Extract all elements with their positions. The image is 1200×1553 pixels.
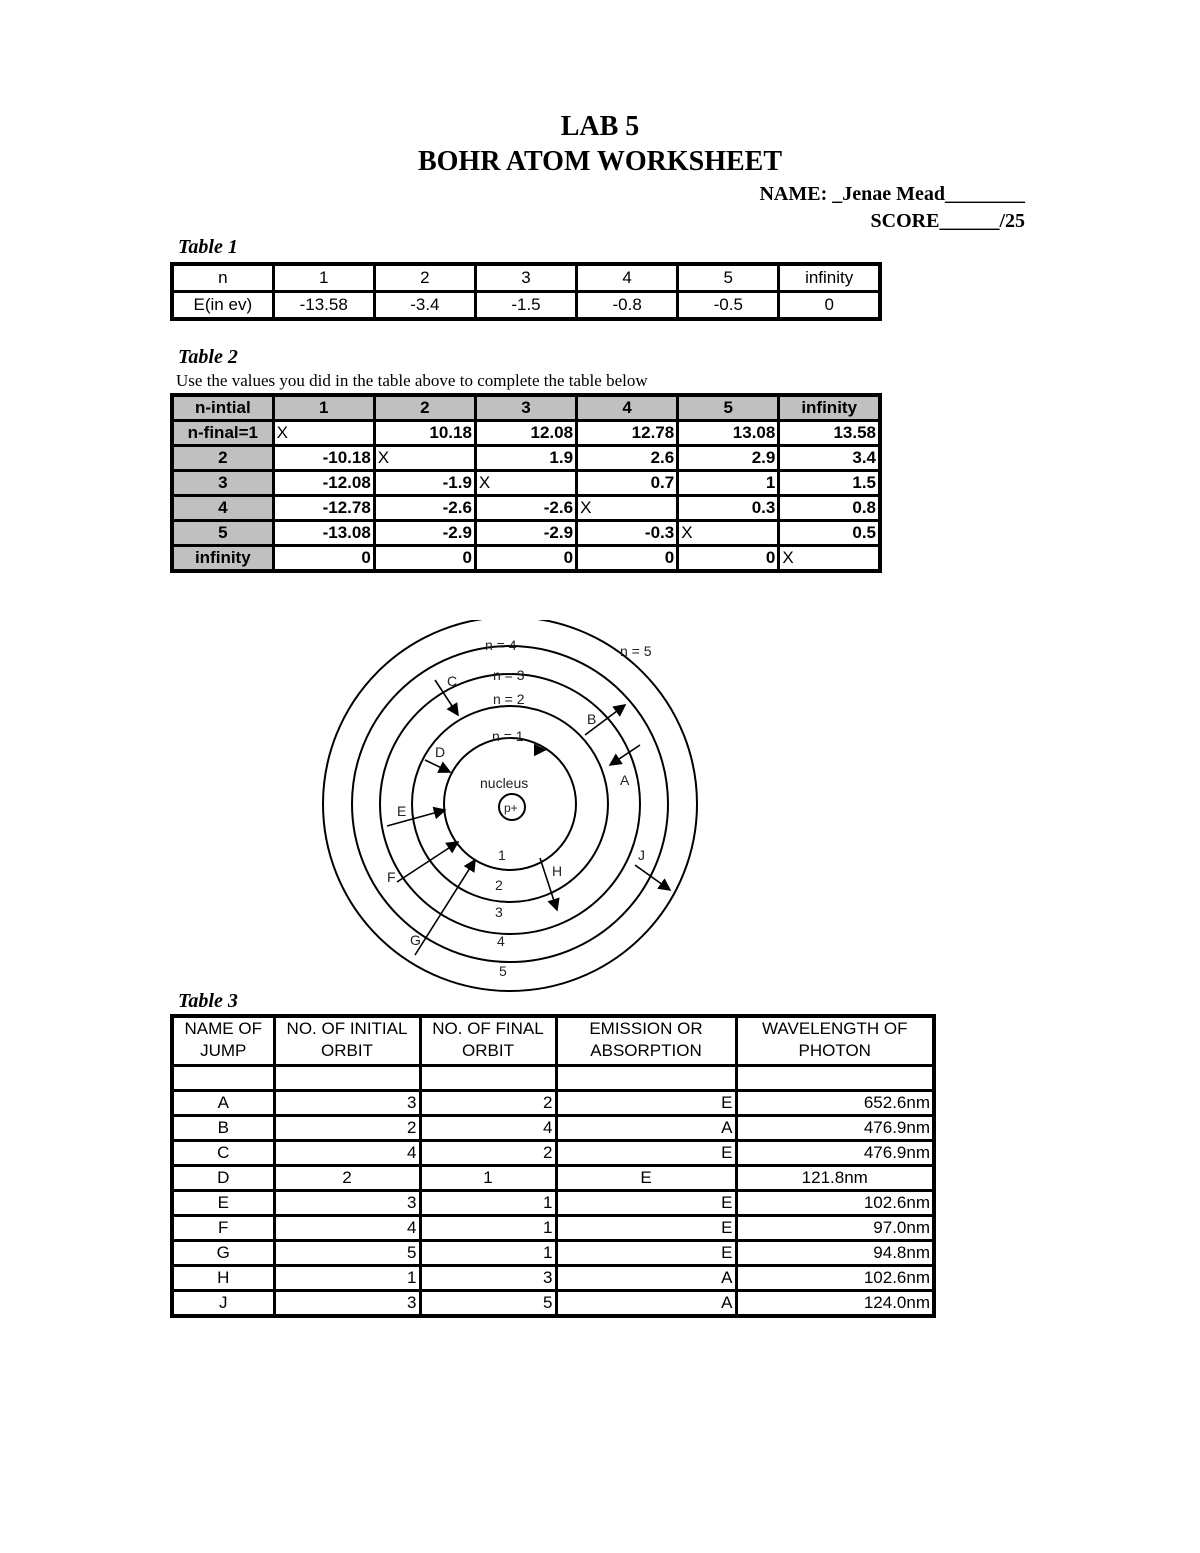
jump-label: J <box>638 847 645 863</box>
table-cell: 4 <box>577 264 678 292</box>
row-header-cell: 3 <box>172 471 273 496</box>
table-cell: G <box>172 1241 274 1266</box>
shell-label: n = 2 <box>493 691 525 707</box>
table-cell: 12.78 <box>577 421 678 446</box>
table-cell: 124.0nm <box>736 1291 934 1317</box>
table-cell: 10.18 <box>374 421 475 446</box>
table-cell: 0 <box>273 546 374 572</box>
table-cell: D <box>172 1166 274 1191</box>
table-cell: 1.5 <box>779 471 880 496</box>
table-cell: -0.5 <box>678 292 779 320</box>
jump-j-arrow <box>635 865 670 890</box>
table-cell: 0 <box>475 546 576 572</box>
table-cell: 5 <box>678 264 779 292</box>
header-cell: 1 <box>273 395 374 421</box>
ring-number: 4 <box>497 933 505 949</box>
shell-label: n = 4 <box>485 637 517 653</box>
table-cell: 476.9nm <box>736 1141 934 1166</box>
table-cell: 3 <box>274 1191 420 1216</box>
table-cell: E <box>556 1191 736 1216</box>
table-cell: 3 <box>420 1266 556 1291</box>
table-row <box>172 421 880 446</box>
table-cell: 3 <box>274 1091 420 1116</box>
table-cell: 1 <box>420 1191 556 1216</box>
table-cell <box>556 1066 736 1091</box>
table-cell: 1 <box>273 264 374 292</box>
table-cell: H <box>172 1266 274 1291</box>
table-row <box>172 471 880 496</box>
table-cell: 2 <box>420 1091 556 1116</box>
table-cell: 0.3 <box>678 496 779 521</box>
header-cell: infinity <box>779 395 880 421</box>
table-cell: 652.6nm <box>736 1091 934 1116</box>
table-row <box>172 264 880 292</box>
header-cell: NO. OF INITIAL ORBIT <box>274 1016 420 1066</box>
table-cell: 13.08 <box>678 421 779 446</box>
table-cell: 13.58 <box>779 421 880 446</box>
table-row <box>172 1216 934 1241</box>
table-cell: 2 <box>274 1166 420 1191</box>
table-cell: X <box>374 446 475 471</box>
table-cell <box>420 1066 556 1091</box>
table-row <box>172 1166 934 1191</box>
table-cell: 2.6 <box>577 446 678 471</box>
jump-label: F <box>387 869 396 885</box>
table-cell: infinity <box>779 264 880 292</box>
table-cell: E <box>172 1191 274 1216</box>
jump-e-arrow <box>387 810 445 826</box>
table-row <box>172 546 880 572</box>
table-cell: X <box>779 546 880 572</box>
table-cell: 3 <box>274 1291 420 1317</box>
table-header-row <box>172 395 880 421</box>
table-row <box>172 446 880 471</box>
table-cell: -12.78 <box>273 496 374 521</box>
header-cell: NO. OF FINAL ORBIT <box>420 1016 556 1066</box>
jump-d-arrow <box>425 760 450 772</box>
table-cell: A <box>172 1091 274 1116</box>
table-row <box>172 1241 934 1266</box>
header-cell: 4 <box>577 395 678 421</box>
nucleus-label: nucleus <box>480 775 529 791</box>
row-header-cell: infinity <box>172 546 273 572</box>
table-cell: -10.18 <box>273 446 374 471</box>
table-cell: 0.7 <box>577 471 678 496</box>
table-cell: 3.4 <box>779 446 880 471</box>
name-line: NAME: _Jenae Mead________ <box>759 183 1025 205</box>
table-cell: -12.08 <box>273 471 374 496</box>
transition-energy-table <box>170 393 882 573</box>
jump-f-arrow <box>397 842 458 882</box>
proton-label: p+ <box>504 801 518 815</box>
table-cell: E <box>556 1141 736 1166</box>
table-cell: -3.4 <box>374 292 475 320</box>
table-cell: 1 <box>274 1266 420 1291</box>
table-cell: 1 <box>678 471 779 496</box>
table-cell: 2 <box>420 1141 556 1166</box>
header-cell: NAME OF JUMP <box>172 1016 274 1066</box>
table-cell: 4 <box>274 1216 420 1241</box>
table-cell: -1.9 <box>374 471 475 496</box>
jump-label: E <box>397 803 407 819</box>
table-cell: X <box>475 471 576 496</box>
jump-label: H <box>552 863 563 879</box>
table-row <box>172 1191 934 1216</box>
table-cell: E <box>556 1166 736 1191</box>
table-header-row <box>172 1016 934 1066</box>
table-cell: X <box>678 521 779 546</box>
table-cell: -0.8 <box>577 292 678 320</box>
table-row <box>172 1141 934 1166</box>
ring-number: 3 <box>495 904 503 920</box>
worksheet-title: BOHR ATOM WORKSHEET <box>417 146 783 177</box>
table-cell: 476.9nm <box>736 1116 934 1141</box>
table-cell: -2.6 <box>374 496 475 521</box>
shell-label: n = 1 <box>492 728 524 744</box>
table-cell <box>172 1066 274 1091</box>
table2-caption: Table 2 <box>178 346 238 368</box>
table-cell: 4 <box>420 1116 556 1141</box>
table-row <box>172 1291 934 1317</box>
row-header-cell: 4 <box>172 496 273 521</box>
table-cell: A <box>556 1116 736 1141</box>
table-cell: 97.0nm <box>736 1216 934 1241</box>
table-cell: 0 <box>374 546 475 572</box>
table3-caption: Table 3 <box>178 990 238 1012</box>
table-cell <box>274 1066 420 1091</box>
jump-a-arrow <box>610 745 640 765</box>
jump-label: C <box>447 673 458 689</box>
bohr-atom-diagram <box>315 620 705 992</box>
table-cell: 3 <box>475 264 576 292</box>
table-cell: 102.6nm <box>736 1191 934 1216</box>
table-row-empty <box>172 1066 934 1091</box>
shell-label: n = 3 <box>493 667 525 683</box>
table-cell: E <box>556 1216 736 1241</box>
table-cell: 2 <box>274 1116 420 1141</box>
header-cell: WAVELENGTH OF PHOTON <box>736 1016 934 1066</box>
row-header-cell: 2 <box>172 446 273 471</box>
table-cell: B <box>172 1116 274 1141</box>
jump-label: G <box>410 932 421 948</box>
table-cell: 0.8 <box>779 496 880 521</box>
header-cell: 3 <box>475 395 576 421</box>
table-cell: 2 <box>374 264 475 292</box>
row-header-cell: 5 <box>172 521 273 546</box>
score-line: SCORE______/25 <box>870 210 1025 232</box>
table-row <box>172 1091 934 1116</box>
table-cell: C <box>172 1141 274 1166</box>
jump-label: B <box>587 711 597 727</box>
jump-label: D <box>435 744 446 760</box>
table-cell: 1 <box>420 1166 556 1191</box>
table-cell <box>736 1066 934 1091</box>
table-cell: X <box>273 421 374 446</box>
table-cell: 0 <box>678 546 779 572</box>
jump-label: A <box>620 772 630 788</box>
ring-number: 2 <box>495 877 503 893</box>
table-cell: -13.08 <box>273 521 374 546</box>
table-cell: 2.9 <box>678 446 779 471</box>
table-cell: 1.9 <box>475 446 576 471</box>
table-cell: -2.9 <box>475 521 576 546</box>
table-cell: 12.08 <box>475 421 576 446</box>
lab-number: LAB 5 <box>560 111 640 142</box>
table-cell: E(in ev) <box>172 292 273 320</box>
table-row <box>172 521 880 546</box>
table-row <box>172 496 880 521</box>
table-cell: J <box>172 1291 274 1317</box>
table-row <box>172 1116 934 1141</box>
table-cell: 94.8nm <box>736 1241 934 1266</box>
shell-label: n = 5 <box>620 643 652 659</box>
table-cell: 121.8nm <box>736 1166 934 1191</box>
energy-table <box>170 262 882 321</box>
ring-number: 5 <box>499 963 507 979</box>
jump-g-arrow <box>415 860 475 955</box>
table-cell: n <box>172 264 273 292</box>
table-row <box>172 1266 934 1291</box>
table1-caption: Table 1 <box>178 236 238 258</box>
table-cell: 1 <box>420 1216 556 1241</box>
table-cell: -13.58 <box>273 292 374 320</box>
table-cell: -0.3 <box>577 521 678 546</box>
table-cell: 0.5 <box>779 521 880 546</box>
table-cell: A <box>556 1291 736 1317</box>
header-cell: EMISSION OR ABSORPTION <box>556 1016 736 1066</box>
table-cell: -2.6 <box>475 496 576 521</box>
table-cell: 5 <box>274 1241 420 1266</box>
table-cell: 1 <box>420 1241 556 1266</box>
header-cell: n-intial <box>172 395 273 421</box>
ring-number: 1 <box>498 847 506 863</box>
table-cell: E <box>556 1091 736 1116</box>
jump-table <box>170 1014 936 1318</box>
table-cell: 0 <box>779 292 880 320</box>
table-cell: 102.6nm <box>736 1266 934 1291</box>
table-cell: 5 <box>420 1291 556 1317</box>
row-header-cell: n-final=1 <box>172 421 273 446</box>
table2-instruction: Use the values you did in the table above to complete the table below <box>176 371 648 390</box>
table-cell: E <box>556 1241 736 1266</box>
table-cell: -2.9 <box>374 521 475 546</box>
table-cell: F <box>172 1216 274 1241</box>
table-cell: 4 <box>274 1141 420 1166</box>
table-row <box>172 292 880 320</box>
table-cell: X <box>577 496 678 521</box>
table-cell: -1.5 <box>475 292 576 320</box>
table-cell: A <box>556 1266 736 1291</box>
table-cell: 0 <box>577 546 678 572</box>
header-cell: 5 <box>678 395 779 421</box>
header-cell: 2 <box>374 395 475 421</box>
